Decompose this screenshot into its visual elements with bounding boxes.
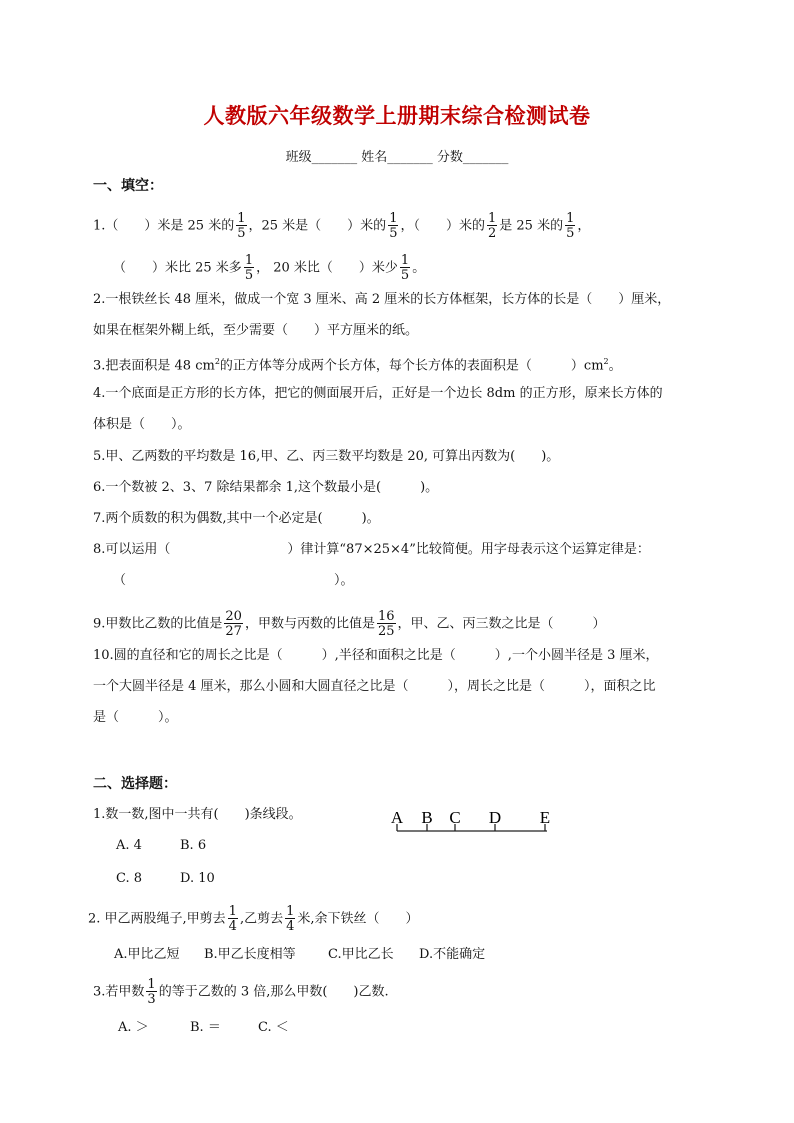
fraction: $\frac{1}{5}$ [237, 211, 246, 241]
text: ， 20 米比（ ）米少 [256, 260, 398, 276]
question-1-10-cont: 一个大圆半径是 4 厘米，那么小圆和大圆直径之比是（ ），周长之比是（ ），面积之比 [93, 679, 656, 694]
text: 1.（ ）米是 25 米的 [93, 218, 235, 234]
question-1-9: 9.甲数比乙数的比值是 $\frac{20}{27}$ ，甲数与丙数的比值是 $\frac{16}{25}$ ，甲、乙、丙三数之比是（ ） [93, 609, 606, 639]
question-1-1 [93, 212, 590, 240]
svg-text:C: C [449, 808, 461, 827]
point-d [489, 808, 501, 831]
fraction: $\frac{1}{5}$ [244, 253, 254, 283]
fraction: $\frac{1}{5}$ [400, 253, 410, 283]
option-b: B. ＝ [190, 1020, 221, 1035]
option-a: A. 4 [116, 838, 142, 853]
option-a: A.甲比乙短 [114, 947, 180, 962]
question-2-2: 2. 甲乙两股绳子,甲剪去 $\frac{1}{4}$ ,乙剪去 $\frac{1}{4}$ 米,余下铁丝（ ） [88, 904, 419, 934]
question-1-1-cont [113, 254, 425, 282]
svg-text:D: D [488, 808, 502, 827]
question-1-8-cont: （ ）。 [113, 573, 354, 588]
question-1-5: 5.甲、乙两数的平均数是 16,甲、乙、丙三数平均数是 20, 可算出丙数为( )。 [93, 449, 560, 464]
text: ，（ ）米的 [400, 218, 485, 234]
point-a [391, 808, 404, 831]
option-c: C.甲比乙长 [328, 947, 394, 962]
question-2-1: 1.数一数,图中一共有( )条线段。 [93, 807, 302, 822]
student-info-line: 班级_______ 姓名_______ 分数_______ [285, 150, 509, 165]
point-e [540, 808, 550, 831]
fraction: $\frac{1}{3}$ [147, 977, 156, 1007]
text: ， [577, 218, 591, 234]
option-c: C. ＜ [258, 1020, 289, 1035]
question-1-2: 2.一根铁丝长 48 厘米，做成一个宽 3 厘米、高 2 厘米的长方体框架，长方体的长是（ ）厘米， [93, 292, 671, 307]
question-1-6: 6.一个数被 2、3、7 除结果都余 1,这个数最小是( )。 [93, 480, 439, 495]
question-1-10-cont2: 是（ ）。 [93, 710, 178, 725]
question-1-4-cont: 体积是（ ）。 [93, 417, 191, 432]
section-2-heading: 二、选择题： [93, 776, 177, 792]
fraction: $\frac{1}{2}$ [487, 211, 497, 241]
option-d: D.不能确定 [419, 947, 486, 962]
line-segment-diagram [385, 806, 555, 838]
fraction: $\frac{1}{4}$ [286, 904, 295, 934]
fraction: $\frac{20}{27}$ [225, 609, 242, 639]
question-1-3: 3.把表面积是 48 $cm^2$的正方体等分成两个长方体，每个长方体的表面积是（ ）$cm^2$。 [93, 357, 622, 374]
text: 是 25 米的 [499, 218, 564, 234]
fraction: $\frac{1}{4}$ [228, 904, 237, 934]
question-1-8: 8.可以运用（ ）律计算“87×25×4”比较简便。用字母表示这个运算定律是： [93, 542, 650, 557]
svg-text:A: A [390, 808, 404, 827]
question-1-2-cont: 如果在框架外糊上纸，至少需要（ ）平方厘米的纸。 [93, 323, 419, 338]
point-b [421, 808, 432, 831]
fraction: $\frac{1}{5}$ [566, 211, 575, 241]
svg-text:E: E [539, 808, 551, 827]
section-1-heading: 一、填空： [93, 178, 163, 194]
question-1-4: 4.一个底面是正方形的长方体，把它的侧面展开后，正好是一个边长 8dm 的正方形，原来长方体的 [93, 386, 663, 401]
svg-text:B: B [421, 808, 433, 827]
option-a: A. ＞ [118, 1020, 149, 1035]
text: ，25 米是（ ）米的 [248, 218, 387, 234]
option-d: D. 10 [180, 871, 215, 886]
question-2-3: 3.若甲数 $\frac{1}{3}$ 的等于乙数的 3 倍,那么甲数( )乙数. [93, 977, 389, 1007]
fraction: $\frac{16}{25}$ [377, 609, 395, 639]
page-title: 人教版六年级数学上册期末综合检测试卷 [203, 103, 591, 128]
question-1-7: 7.两个质数的积为偶数,其中一个必定是( )。 [93, 511, 380, 526]
option-b: B. 6 [180, 838, 207, 853]
option-b: B.甲乙长度相等 [204, 947, 296, 962]
point-c [449, 808, 460, 831]
question-1-10: 10.圆的直径和它的周长之比是（ ）,半径和面积之比是（ ）,一个小圆半径是 3 厘米， [93, 648, 659, 663]
fraction: $\frac{1}{5}$ [389, 211, 398, 241]
text: 。 [412, 260, 426, 276]
option-c: C. 8 [116, 871, 143, 886]
text: （ ）米比 25 米多 [113, 260, 242, 276]
